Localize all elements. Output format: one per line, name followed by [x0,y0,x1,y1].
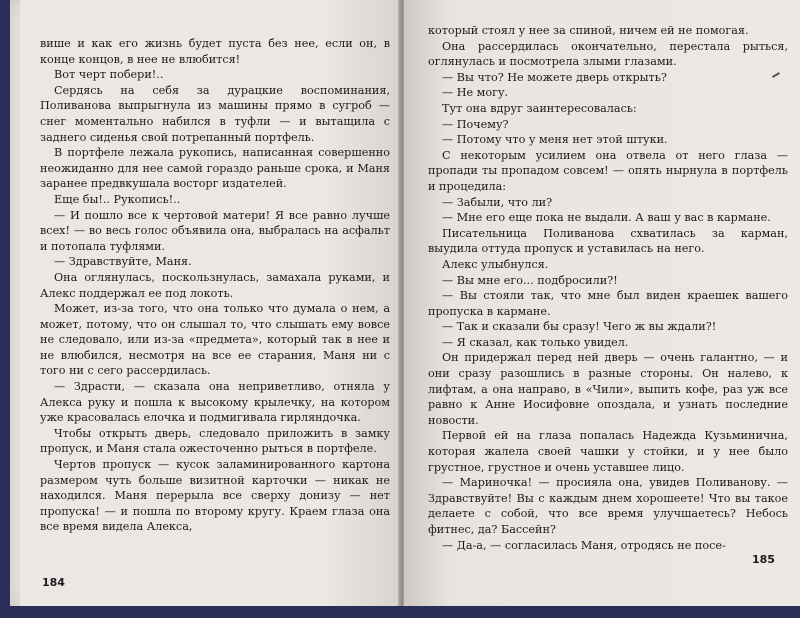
paragraph: — Не могу. [442,86,509,100]
paragraph: Она оглянулась, поскользнулась, замахала руками, и Алекс поддержал ее под локоть. [40,270,390,300]
page-number-left: 184 [42,576,65,589]
paragraph: — Мне его еще пока не выдали. А ваш у вас в кармане. [442,211,771,225]
paragraph: — Я сказал, как только увидел. [442,335,629,349]
paragraph: — Вы стояли так, что мне был виден краешек вашего пропуска в кармане. [428,289,788,318]
paragraph: Писательница Поливанова схватилась за карман, выудила оттуда пропуск и уставилась на него. [428,226,788,256]
paragraph: — И пошло все к чертовой матери! Я все равно лучше всех! — во весь голос объявила она, выбралась на асфальт и потопала туфлями. [40,208,390,253]
paragraph: который стоял у нее за спиной, ничем ей не помогая. [428,24,749,37]
paragraph: Может, из-за того, что она только что думала о нем, а может, потому, что он слышал то, что слышать ему вовсе не следовало, или из-за «предмета», который так в нее и не влюбился, несмотря на все ее старания, Маня ни с того ни с сего рассердилась. [40,302,390,378]
left-page [20,0,400,606]
book-spread [10,0,792,606]
paragraph: — Мариночка! — просияла она, увидев Поливанову. — Здравствуйте! Вы с каждым днем хорошеете! Что вы такое делаете с собой, что все время улучшаетесь? Небось фитнес, да? Бассейн? [428,476,788,536]
paragraph: Еще бы!.. Рукопись!.. [54,192,181,206]
right-page-text [428,23,788,553]
paragraph: Он придержал перед ней дверь — очень галантно, — и они сразу разошлись в разные стороны. Он налево, к лифтам, а она направо, в «Чили», выпить кофе, раз уж все равно к Анне Иосифовне опоздала, и узнать последние новости. [428,351,788,427]
paragraph: Вот черт побери!.. [54,68,164,82]
paragraph: — Так и сказали бы сразу! Чего ж вы ждали?! [442,320,717,334]
paragraph: Чтобы открыть дверь, следовало приложить в замку пропуск, и Маня стала ожесточенно рыться в портфеле. [40,426,390,456]
paragraph: — Почему? [442,117,509,131]
paragraph: — Здравствуйте, Маня. [54,255,192,269]
paragraph: — Вы мне его... подбросили?! [442,273,618,287]
paragraph: — Потому что у меня нет этой штуки. [442,133,668,147]
paragraph: Алекс улыбнулся. [442,257,549,271]
paragraph: — Здрасти, — сказала она неприветливо, отняла у Алекса руку и пошла к высокому крылечку, на котором уже красовалась елочка и подмигивала гирляндочка. [40,380,390,425]
paragraph: Чертов пропуск — кусок заламинированного картона размером чуть больше визитной карточки — никак не находился. Маня перерыла все сверху донизу — нет пропуска! — и пошла по второму кругу. Краем глаза она все время видела Алекса, [40,458,390,534]
paragraph: Первой ей на глаза попалась Надежда Кузьминична, которая жалела своей чашки у стойки, и у нее было грустное, грустное и очень уставшее лицо. [428,429,788,474]
paragraph: Она рассердилась окончательно, перестала рыться, оглянулась и посмотрела злыми глазами. [428,39,788,69]
paragraph: више и как его жизнь будет пуста без нее, если он, в конце концов, в нее не влюбится! [40,37,390,66]
left-page-text [40,36,390,535]
page-number-right: 185 [752,553,775,566]
paragraph: С некоторым усилием она отвела от него глаза — пропади ты пропадом совсем! — опять нырнула в портфель и процедила: [428,148,788,193]
paragraph: — Вы что? Не можете дверь открыть? [442,70,667,84]
paragraph: Сердясь на себя за дурацкие воспоминания, Поливанова выпрыгнула из машины прямо в сугроб — снег моментально набился в туфли — и вытащила с заднего сиденья свой потрепанный портфель. [40,83,390,144]
paragraph: — Да-а, — согласилась Маня, отродясь не посе- [442,538,726,552]
right-page [404,0,800,606]
paragraph: — Забыли, что ли? [442,195,553,209]
paragraph: Тут она вдруг заинтересовалась: [442,101,637,115]
paragraph: В портфеле лежала рукопись, написанная совершенно неожиданно для нее самой гораздо раньше срока, и Маня заранее предвкушала восторг издателей. [40,146,390,191]
